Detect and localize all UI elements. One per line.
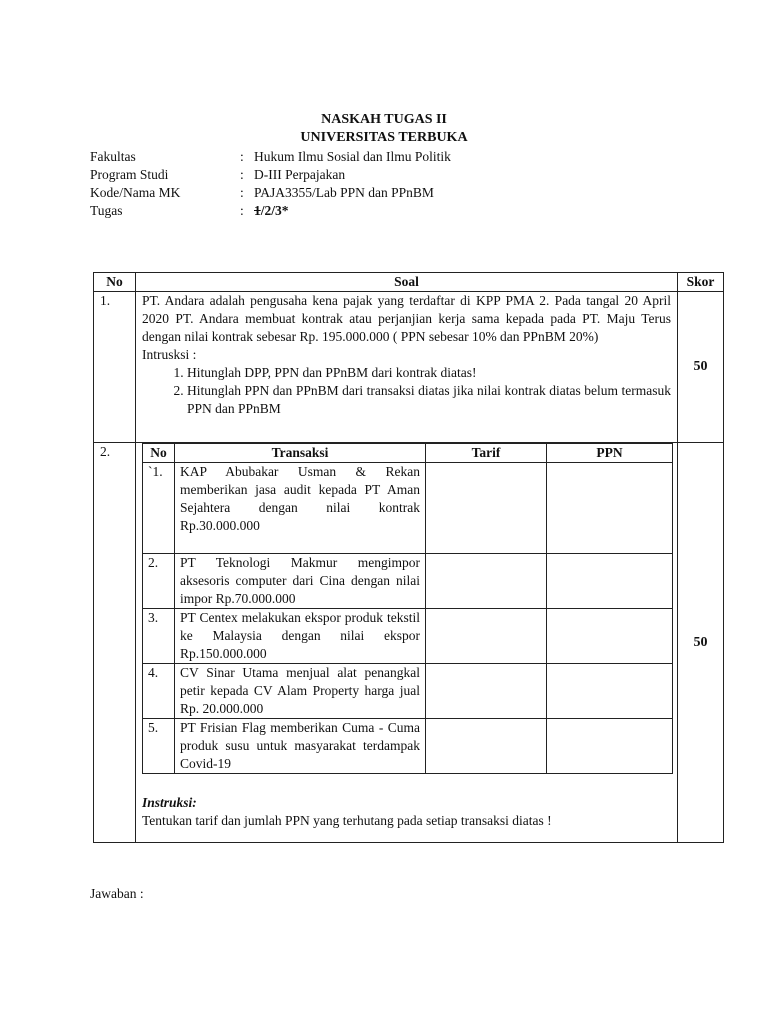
row-transaction: PT Centex melakukan ekspor produk tekstil ke Malaysia dengan nilai ekspor Rp.150.000.000 (175, 609, 426, 664)
inner-header-ppn: PPN (547, 444, 673, 463)
table-row (143, 664, 673, 719)
info-row-tugas (90, 202, 451, 220)
inner-header-tarif: Tarif (426, 444, 547, 463)
row-tarif-cell (426, 463, 547, 554)
instruction-text: Tentukan tarif dan jumlah PPN yang terhutang pada setiap transaksi diatas ! (142, 813, 552, 828)
info-separator: : (240, 185, 244, 200)
row-ppn-cell (547, 664, 673, 719)
header-skor: Skor (678, 273, 724, 292)
row-tarif-cell (426, 609, 547, 664)
row-transaction: CV Sinar Utama menjual alat penangkal petir kepada CV Alam Property harga jual Rp. 20.000.000 (175, 664, 426, 719)
inner-header-row (143, 444, 673, 463)
row-ppn-cell (547, 554, 673, 609)
table-header-row (94, 273, 724, 292)
row-number: `1. (143, 463, 175, 554)
tugas-value (254, 203, 289, 218)
info-label: Program Studi (90, 167, 169, 182)
question-row-2 (94, 443, 724, 843)
course-info (90, 148, 451, 220)
info-separator: : (240, 149, 244, 164)
info-row-fakultas (90, 148, 451, 166)
info-separator: : (240, 167, 244, 182)
row-tarif-cell (426, 664, 547, 719)
row-number: 3. (143, 609, 175, 664)
row-tarif-cell (426, 554, 547, 609)
row-ppn-cell (547, 719, 673, 774)
question-content (136, 443, 678, 843)
instruction-label: Intrusksi : (142, 347, 197, 362)
row-number: 2. (143, 554, 175, 609)
header-soal: Soal (136, 273, 678, 292)
questions-table (93, 272, 724, 843)
row-ppn-cell (547, 463, 673, 554)
question-number: 2. (94, 443, 136, 843)
info-label: Fakultas (90, 149, 136, 164)
info-value: Hukum Ilmu Sosial dan Ilmu Politik (254, 149, 451, 164)
row-transaction: PT Frisian Flag memberikan Cuma - Cuma produk susu untuk masyarakat terdampak Covid-19 (175, 719, 426, 774)
info-value: PAJA3355/Lab PPN dan PPnBM (254, 185, 434, 200)
answer-label: Jawaban : (90, 886, 144, 901)
instruction-list (142, 364, 671, 418)
table-row (143, 719, 673, 774)
transaction-table (142, 443, 673, 774)
list-item: 1. Hitunglah DPP, PPN dan PPnBM dari kontrak diatas! (187, 364, 671, 382)
question-text: PT. Andara adalah pengusaha kena pajak yang terdaftar di KPP PMA 2. Pada tangal 20 April 2020 PT. Andara membuat kontrak atau perjanjian kerja sama kepada pada PT. Maju Terus dengan nilai kontrak sebesar Rp. 195.000.000 ( PPN sebesar 10% dan PPnBM 20%) (142, 293, 671, 344)
document-subtitle: UNIVERSITAS TERBUKA (300, 130, 468, 145)
instruction-label: Instruksi: (142, 795, 197, 810)
question-number: 1. (94, 292, 136, 443)
info-label: Tugas (90, 203, 123, 218)
row-transaction: KAP Abubakar Usman & Rekan memberikan jasa audit kepada PT Aman Sejahtera dengan nilai kontrak Rp.30.000.000 (175, 463, 426, 554)
question-row-1 (94, 292, 724, 443)
header-no: No (94, 273, 136, 292)
table-row (143, 609, 673, 664)
info-separator: : (240, 203, 244, 218)
score-value: 50 (678, 443, 724, 843)
info-row-program-studi (90, 166, 451, 184)
tugas-struck-number: 1 (254, 203, 261, 218)
question-content (136, 292, 678, 443)
score-value: 50 (678, 292, 724, 443)
info-label: Kode/Nama MK (90, 185, 181, 200)
row-tarif-cell (426, 719, 547, 774)
inner-header-no: No (143, 444, 175, 463)
inner-header-transaksi: Transaksi (175, 444, 426, 463)
table-row (143, 463, 673, 554)
row-number: 4. (143, 664, 175, 719)
table-row (143, 554, 673, 609)
row-ppn-cell (547, 609, 673, 664)
row-transaction: PT Teknologi Makmur mengimpor aksesoris computer dari Cina dengan nilai impor Rp.70.000.000 (175, 554, 426, 609)
info-value: D-III Perpajakan (254, 167, 346, 182)
info-row-kode-mk (90, 184, 451, 202)
document-title: NASKAH TUGAS II (321, 112, 447, 127)
list-item: 2. Hitunglah PPN dan PPnBM dari transaksi diatas jika nilai kontrak diatas belum termasuk PPN dan PPnBM (187, 382, 671, 418)
tugas-number-rest: /2/3* (260, 203, 289, 218)
row-number: 5. (143, 719, 175, 774)
